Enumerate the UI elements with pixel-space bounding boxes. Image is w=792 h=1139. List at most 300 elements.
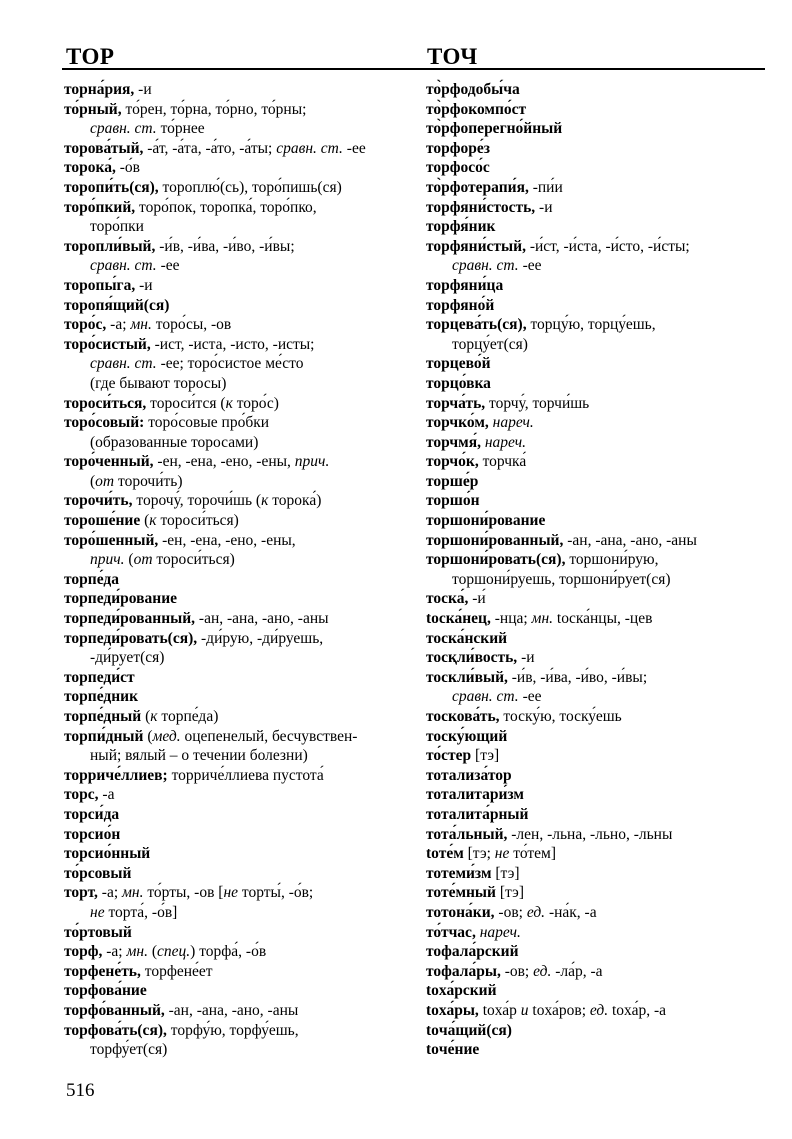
- headword: торфене́ть,: [64, 962, 141, 980]
- dictionary-entry: [64, 825, 416, 845]
- entry-text: -и́: [468, 590, 486, 608]
- entry-text: торриче́ллиева пустота́: [167, 766, 324, 784]
- dictionary-entry: [426, 413, 766, 433]
- grammar-label: спец.: [157, 943, 191, 961]
- dictionary-entry: [426, 746, 766, 766]
- entry-text: то́рнее: [156, 120, 205, 138]
- dictionary-entry: [64, 276, 416, 296]
- entry-text: -а;: [102, 943, 127, 961]
- dictionary-entry: [426, 139, 766, 159]
- entry-text: -ее: [156, 257, 180, 275]
- entry-text: -ее; торо́систое ме́сто: [156, 355, 304, 373]
- entry-text: торо́с): [232, 394, 279, 412]
- grammar-label: мн.: [531, 610, 554, 628]
- headword: тоска́нский: [426, 629, 508, 647]
- headword: торфяни́стый,: [426, 237, 526, 255]
- entry-continuation: [426, 687, 766, 707]
- headword: торфова́ние: [64, 982, 147, 1000]
- headword: тоскли́вый,: [426, 668, 508, 686]
- dictionary-entry: [426, 276, 766, 296]
- entry-text: торшони́рую,: [565, 551, 659, 569]
- dictionary-entry: [64, 413, 416, 433]
- entry-text: торочу́, торочи́шь (: [132, 492, 262, 510]
- entry-continuation: [64, 433, 416, 453]
- headword: торопя́щий(ся): [64, 296, 170, 314]
- headword: тороше́ние: [64, 512, 141, 530]
- dictionary-entry: [426, 903, 766, 923]
- dictionary-entry: [426, 1040, 766, 1060]
- dictionary-entry: [426, 785, 766, 805]
- grammar-label: ед.: [589, 1001, 609, 1019]
- entry-text: то́тем]: [509, 845, 556, 863]
- dictionary-entry: [426, 962, 766, 982]
- headword: торцо́вка: [426, 374, 491, 392]
- entry-text: toха́ров;: [528, 1001, 590, 1019]
- entry-text: -ен, -ена, -ено, -ены,: [158, 531, 296, 549]
- entry-text: -о́в: [115, 159, 140, 177]
- entry-text: торо́пок, торопка́, торо́пко,: [135, 198, 317, 216]
- dictionary-entry: [426, 374, 766, 394]
- headword: торфяни́стость,: [426, 198, 536, 216]
- dictionary-entry: [64, 158, 416, 178]
- grammar-label: сравн. ст.: [90, 355, 157, 373]
- dictionary-entry: [426, 668, 766, 688]
- entry-text: [тэ]: [491, 864, 520, 882]
- dictionary-entry: [426, 550, 766, 570]
- entry-continuation: [426, 570, 766, 590]
- headword: тосқли́вость,: [426, 649, 518, 667]
- dictionary-entry: [64, 727, 416, 747]
- headword: тота́льный,: [426, 825, 508, 843]
- headword: торшо́н: [426, 492, 480, 510]
- header-rule: [62, 68, 765, 70]
- headword: торо́шенный,: [64, 531, 159, 549]
- dictionary-entry: [426, 805, 766, 825]
- headword: toха́рский: [426, 982, 497, 1000]
- dictionary-entry: [64, 981, 416, 1001]
- left-column: [64, 80, 416, 1060]
- entry-continuation: [64, 256, 416, 276]
- entry-text: торфене́ет: [140, 962, 213, 980]
- running-header-right: ТОЧ: [427, 44, 478, 69]
- grammar-label: сравн. ст.: [452, 257, 519, 275]
- entry-text: -и́в, -и́ва, -и́во, -и́вы;: [155, 237, 295, 255]
- headword: торча́ть,: [426, 394, 486, 412]
- entry-continuation: [64, 746, 416, 766]
- entry-text: -и: [535, 198, 553, 216]
- dictionary-entry: [426, 296, 766, 316]
- entry-continuation: [64, 903, 416, 923]
- dictionary-entry: [426, 883, 766, 903]
- headword: тоталитари́зм: [426, 786, 524, 804]
- headword: тоскова́ть,: [426, 708, 500, 725]
- entry-text: -ан, -ана, -ано, -аны: [164, 1001, 299, 1019]
- dictionary-entry: [64, 452, 416, 472]
- entry-continuation: [64, 119, 416, 139]
- entry-text: торты́, -о́в;: [238, 884, 314, 902]
- entry-text: [тэ;: [463, 845, 495, 863]
- headword: торфова́ть(ся),: [64, 1021, 167, 1039]
- headword: торпе́дник: [64, 688, 139, 706]
- entry-text: (: [147, 943, 158, 961]
- headword: торсио́н: [64, 825, 121, 843]
- headword: tоте́м: [426, 845, 464, 863]
- entry-text: toха́р, -а: [608, 1001, 667, 1019]
- entry-continuation: [64, 1040, 416, 1060]
- headword: торока́,: [64, 159, 116, 177]
- entry-continuation: [64, 374, 416, 394]
- entry-text: -нца;: [490, 610, 532, 628]
- grammar-label: мн.: [126, 943, 148, 961]
- headword: торпе́да: [64, 570, 119, 588]
- grammar-label: сравн. ст.: [452, 688, 519, 706]
- dictionary-entry: [426, 158, 766, 178]
- headword: toче́ние: [426, 1041, 480, 1059]
- dictionary-entry: [426, 433, 766, 453]
- entry-text: (где бывают торосы): [90, 374, 227, 392]
- headword: тоску́ющий: [426, 727, 508, 745]
- headword: торт,: [64, 884, 98, 902]
- entry-text: -ов;: [500, 962, 534, 980]
- entry-text: торшони́руешь, торшони́рует(ся): [452, 570, 671, 588]
- entry-continuation: [426, 335, 766, 355]
- headword: торфяни́ца: [426, 276, 504, 294]
- dictionary-entry: [426, 217, 766, 237]
- dictionary-entry: [64, 668, 416, 688]
- dictionary-entry: [426, 511, 766, 531]
- entry-text: -и: [134, 81, 152, 98]
- entry-text: (: [124, 551, 134, 569]
- dictionary-entry: [64, 100, 416, 120]
- dictionary-entry: [64, 707, 416, 727]
- headword: тофала́ры,: [426, 962, 501, 980]
- headword: торшони́ровать(ся),: [426, 551, 566, 569]
- dictionary-entry: [426, 648, 766, 668]
- grammar-label: нареч.: [492, 414, 534, 432]
- grammar-label: не: [90, 903, 105, 921]
- headword: торчмя́,: [426, 433, 481, 451]
- dictionary-entry: [426, 844, 766, 864]
- dictionary-entry: [64, 394, 416, 414]
- headword: торо́пкий,: [64, 198, 136, 216]
- headword: тотализа́тор: [426, 766, 512, 784]
- entry-text: торцу́ет(ся): [452, 335, 528, 353]
- dictionary-entry: [426, 119, 766, 139]
- entry-text: -и: [135, 276, 153, 294]
- entry-text: оцепенелый, бесчувствен-: [180, 727, 358, 745]
- dictionary-entry: [64, 805, 416, 825]
- grammar-label: сравн. ст.: [90, 257, 157, 275]
- headword: то́рный,: [64, 100, 122, 118]
- headword: торпеди́рованный,: [64, 610, 196, 628]
- dictionary-entry: [426, 923, 766, 943]
- dictionary-entry: [426, 315, 766, 335]
- headword: то̀рфодобы́ча: [426, 81, 520, 98]
- grammar-label: от: [133, 551, 153, 569]
- grammar-label: сравн. ст.: [276, 139, 343, 157]
- grammar-label: ед.: [533, 962, 552, 980]
- entry-text: торочи́ть): [114, 472, 183, 490]
- entry-text: -ан, -ана, -ано, -аны: [563, 531, 697, 549]
- headword: торси́да: [64, 805, 120, 823]
- headword: торцево́й: [426, 355, 491, 373]
- dictionary-entry: [64, 883, 416, 903]
- entry-text: -и́в, -и́ва, -и́во, -и́вы;: [507, 668, 648, 686]
- dictionary-entry: [64, 1021, 416, 1041]
- headword: торфя́ник: [426, 218, 496, 236]
- headword: торчо́к,: [426, 453, 479, 471]
- dictionary-entry: [426, 198, 766, 218]
- headword: торс,: [64, 786, 99, 804]
- entry-text: (: [143, 727, 153, 745]
- headword: тороси́ться,: [64, 394, 147, 412]
- headword: то́стер: [426, 747, 472, 765]
- grammar-label: прич.: [90, 551, 125, 569]
- entry-text: -ист, -иста, -исто, -исты;: [150, 335, 315, 353]
- headword: то̀рфоперегно́йный: [426, 120, 563, 138]
- grammar-label: к: [225, 394, 233, 412]
- dictionary-entry: [64, 237, 416, 257]
- dictionary-entry: [426, 864, 766, 884]
- headword: торфяно́й: [426, 296, 495, 314]
- entry-text: -и: [517, 649, 535, 667]
- headword: торпеди́ровать(ся),: [64, 629, 198, 647]
- headword: toска́нец,: [426, 610, 491, 628]
- headword: то́ртовый: [64, 923, 132, 941]
- headword: торпеди́ст: [64, 668, 135, 686]
- dictionary-entry: [64, 609, 416, 629]
- headword: то̀рфотерапи́я,: [426, 178, 529, 196]
- dictionary-entry: [64, 629, 416, 649]
- dictionary-entry: [64, 687, 416, 707]
- headword: тотона́ки,: [426, 903, 495, 921]
- entry-text: toска́нцы, -цев: [553, 610, 653, 628]
- dictionary-entry: [426, 531, 766, 551]
- dictionary-entry: [64, 766, 416, 786]
- dictionary-entry: [64, 315, 416, 335]
- headword: торопли́вый,: [64, 237, 156, 255]
- entry-text: торока́): [268, 492, 322, 510]
- dictionary-entry: [64, 844, 416, 864]
- entry-text: то́рты, -ов [: [143, 884, 224, 902]
- grammar-label: к: [261, 492, 269, 510]
- entry-text: торо́пки: [90, 218, 144, 236]
- entry-text: тороси́ться): [156, 512, 239, 530]
- entry-continuation: [64, 217, 416, 237]
- entry-text: -ди́рую, -ди́руешь,: [197, 629, 324, 647]
- entry-text: торпе́да): [157, 708, 219, 725]
- entry-text: торчка́: [478, 453, 527, 471]
- headword: торпе́дный: [64, 708, 142, 725]
- dictionary-entry: [64, 531, 416, 551]
- dictionary-entry: [64, 491, 416, 511]
- dictionary-entry: [426, 942, 766, 962]
- dictionary-entry: [64, 296, 416, 316]
- page-number: 516: [66, 1080, 95, 1101]
- headword: торо́с,: [64, 316, 107, 334]
- headword: торо́систый,: [64, 335, 151, 353]
- headword: торфоре́з: [426, 139, 490, 157]
- entry-text: -пи́и: [528, 178, 563, 196]
- entry-text: торта́, -о́в]: [104, 903, 178, 921]
- headword: торшони́рование: [426, 512, 546, 530]
- entry-text: -ее: [518, 257, 542, 275]
- headword: тоска́,: [426, 590, 469, 608]
- headword: торо́совый:: [64, 414, 145, 432]
- headword: торшони́рованный,: [426, 531, 564, 549]
- headword: то́тчас,: [426, 923, 476, 941]
- dictionary-entry: [64, 80, 416, 100]
- headword: торопы́га,: [64, 276, 136, 294]
- headword: то́рсовый: [64, 864, 132, 882]
- entry-continuation: [64, 472, 416, 492]
- entry-text: -а: [98, 786, 115, 804]
- dictionary-entry: [426, 707, 766, 727]
- entry-text: -ее: [342, 139, 366, 157]
- entry-text: -на́к, -а: [545, 903, 597, 921]
- dictionary-entry: [426, 80, 766, 100]
- entry-text: (образованные торосами): [90, 433, 259, 451]
- dictionary-entry: [426, 981, 766, 1001]
- entry-text: тороплю́(сь), торо́пишь(ся): [158, 178, 342, 196]
- entry-text: торо́совые про́бки: [144, 414, 270, 432]
- entry-text: -и́ст, -и́ста, -и́сто, -и́сты;: [525, 237, 690, 255]
- dictionary-entry: [426, 629, 766, 649]
- dictionary-entry: [64, 962, 416, 982]
- entry-text: ный; вялый – о течении болезни): [90, 747, 308, 765]
- headword: тотеми́зм: [426, 864, 492, 882]
- headword: торцева́ть(ся),: [426, 316, 527, 334]
- entry-text: торо́сы, -ов: [151, 316, 232, 334]
- entry-text: торфу́ет(ся): [90, 1041, 168, 1059]
- headword: торше́р: [426, 472, 479, 490]
- entry-continuation: [64, 648, 416, 668]
- headword: тоте́мный: [426, 884, 496, 902]
- headword: торна́рия,: [64, 81, 135, 98]
- entry-text: (: [140, 512, 150, 530]
- dictionary-entry: [426, 589, 766, 609]
- entry-text: -а;: [106, 316, 131, 334]
- entry-continuation: [64, 550, 416, 570]
- headword: торсио́нный: [64, 845, 151, 863]
- dictionary-entry: [426, 491, 766, 511]
- dictionary-entry: [64, 942, 416, 962]
- headword: торо́ченный,: [64, 453, 154, 471]
- grammar-label: к: [150, 708, 158, 725]
- dictionary-entry: [64, 1001, 416, 1021]
- entry-text: (: [141, 708, 151, 725]
- entry-text: торцу́ю, торцу́ешь,: [526, 316, 656, 334]
- grammar-label: и: [520, 1001, 529, 1019]
- entry-text: -ди́рует(ся): [90, 649, 165, 667]
- dictionary-entry: [64, 511, 416, 531]
- grammar-label: прич.: [294, 453, 330, 471]
- entry-text: торчу́, торчи́шь: [485, 394, 590, 412]
- headword: тофала́рский: [426, 943, 519, 961]
- dictionary-entry: [64, 178, 416, 198]
- dictionary-entry: [426, 825, 766, 845]
- dictionary-entry: [64, 335, 416, 355]
- headword: торриче́ллиев;: [64, 766, 168, 784]
- right-column: [426, 80, 766, 1060]
- dictionary-entry: [64, 923, 416, 943]
- entry-text: -ла́р, -а: [551, 962, 603, 980]
- headword: торпеди́рование: [64, 590, 178, 608]
- headword: торочи́ть,: [64, 492, 133, 510]
- entry-text: тоску́ю, тоску́ешь: [499, 708, 622, 725]
- running-header-left: ТОР: [66, 44, 115, 69]
- entry-text: тороси́тся (: [146, 394, 226, 412]
- dictionary-entry: [426, 452, 766, 472]
- entry-text: [тэ]: [471, 747, 500, 765]
- dictionary-entry: [426, 727, 766, 747]
- dictionary-entry: [426, 394, 766, 414]
- grammar-label: мн.: [122, 884, 144, 902]
- entry-text: то́рен, то́рна, то́рно, то́рны;: [121, 100, 307, 118]
- grammar-label: мн.: [130, 316, 152, 334]
- entry-text: (: [90, 472, 96, 490]
- dictionary-entry: [426, 178, 766, 198]
- headword: торф,: [64, 943, 103, 961]
- headword: торпи́дный: [64, 727, 144, 745]
- grammar-label: нареч.: [484, 433, 526, 451]
- dictionary-entry: [426, 100, 766, 120]
- grammar-label: мед.: [152, 727, 181, 745]
- entry-continuation: [64, 354, 416, 374]
- entry-text: -ен, -ена, -ено, -ены,: [153, 453, 295, 471]
- grammar-label: нареч.: [479, 923, 521, 941]
- entry-text: -ан, -ана, -ано, -аны: [195, 610, 329, 628]
- dictionary-entry: [426, 237, 766, 257]
- entry-text: тороси́ться): [152, 551, 235, 569]
- dictionary-entry: [426, 354, 766, 374]
- dictionary-entry: [426, 609, 766, 629]
- headword: торчко́м,: [426, 414, 489, 432]
- dictionary-entry: [64, 589, 416, 609]
- entry-text: toха́р: [478, 1001, 521, 1019]
- headword: торова́тый,: [64, 139, 144, 157]
- dictionary-entry: [64, 570, 416, 590]
- dictionary-entry: [64, 198, 416, 218]
- dictionary-entry: [64, 864, 416, 884]
- headword: тоталита́рный: [426, 805, 529, 823]
- entry-text: -а;: [97, 884, 123, 902]
- dictionary-entry: [426, 472, 766, 492]
- grammar-label: к: [149, 512, 157, 530]
- entry-text: -лен, -льна, -льно, -льны: [507, 825, 673, 843]
- dictionary-entry: [426, 1001, 766, 1021]
- headword: то̀рфокомпо́ст: [426, 100, 527, 118]
- entry-continuation: [426, 256, 766, 276]
- entry-text: -ов;: [494, 903, 527, 921]
- dictionary-entry: [426, 766, 766, 786]
- grammar-label: от: [95, 472, 115, 490]
- headword: торфосо́с: [426, 159, 490, 177]
- headword: торопи́ть(ся),: [64, 178, 159, 196]
- dictionary-entry: [426, 1021, 766, 1041]
- dictionary-entry: [64, 785, 416, 805]
- headword: toча́щий(ся): [426, 1021, 512, 1039]
- dictionary-entry: [64, 139, 416, 159]
- entry-text: -ее: [518, 688, 542, 706]
- entry-text: -а́т, -а́та, -а́то, -а́ты;: [143, 139, 277, 157]
- headword: торфо́ванный,: [64, 1001, 165, 1019]
- entry-text: [тэ]: [495, 884, 524, 902]
- grammar-label: ед.: [526, 903, 546, 921]
- grammar-label: не: [494, 845, 510, 863]
- entry-text: торфу́ю, торфу́ешь,: [166, 1021, 299, 1039]
- grammar-label: не: [223, 884, 239, 902]
